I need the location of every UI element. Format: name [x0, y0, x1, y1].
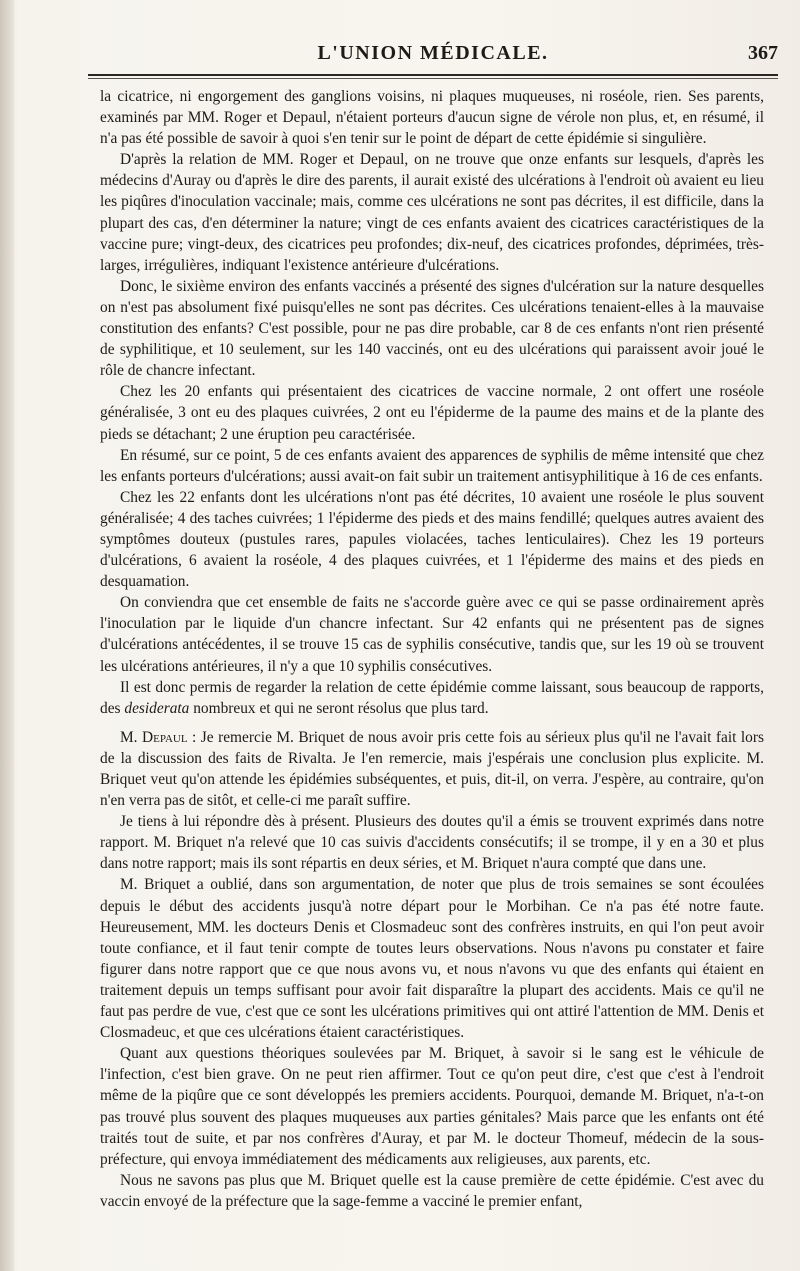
book-spine-shadow — [0, 0, 14, 1271]
speech-paragraph — [100, 727, 764, 811]
paragraph: Donc, le sixième environ des enfants vaccinés a présenté des signes d'ulcération sur la nature desquelles on n'est pas absolument fixé puisqu'elles ne sont pas décrites. Ces ulcérations tenaient-elles à la mauvaise constitution des enfants? C'est possible, pour ne pas dire probable, car 8 de ces enfants n'ont rien présenté de syphilitique, et 10 seulement, sur les 140 vaccinés, ont eu des ulcérations qui paraissent avoir joué le rôle de chancre infectant. — [100, 277, 764, 380]
page-number: 367 — [748, 42, 778, 64]
paragraph: M. Briquet a oublié, dans son argumentation, de noter que plus de trois semaines se sont écoulées depuis le début des accidents jusqu'à notre départ pour le Morbihan. Ce n'a pas été notre faute. Heureusement, MM. les docteurs Denis et Closmadeuc sont des confrères instruits, en qui l'on peut avoir toute confiance, et il faut tenir compte de toutes leurs observations. Nous n'avons pu constater et faire figurer dans notre rapport que ce que nous avons vu, et nous n'avons vu que des enfants qui étaient en traitement depuis un temps suffisant pour avoir fait disparaître la plupart des accidents. Mais ce qu'il ne faut pas perdre de vue, c'est que ce sont les ulcérations primitives qui ont attiré l'attention de MM. Denis et Closmadeuc, et que ces ulcérations étaient caractéristiques. — [100, 876, 764, 1042]
header-rule-thin — [88, 78, 778, 79]
speaker-name: M. Depaul — [120, 728, 188, 746]
paragraph: Chez les 22 enfants dont les ulcérations n'ont pas été décrites, 10 avaient une roséole le plus souvent généralisée; 4 des taches cuivrées; 1 l'épiderme des pieds et des mains fendillé; quelques autres avaient des symptômes douteux (pustules rares, papules violacées, taches lenticulaires). Chez les 19 porteurs d'ulcérations, 6 avaient la roséole, 4 des plaques cuivrées, et 1 l'épiderme des mains et des pieds en desquamation. — [100, 488, 764, 591]
speech-text: Je remercie M. Briquet de nous avoir pris cette fois au sérieux plus qu'il ne l'avait fait lors de la discussion des faits de Rivalta. Je l'en remercie, mais j'espérais une conclusion plus explicite. M. Briquet veut qu'on attende les épidémies subséquentes, et puis, dit-il, on verra. J'espère, au contraire, qu'on n'en verra pas de sitôt, et celle-ci me paraît suffire. — [100, 728, 764, 810]
body-text — [100, 86, 764, 1212]
running-title: L'UNION MÉDICALE. — [317, 42, 549, 64]
paragraph: la cicatrice, ni engorgement des ganglions voisins, ni plaques muqueuses, ni roséole, rien. Ses parents, examinés par MM. Roger et Depaul, n'étaient porteurs d'aucun signe de vérole non plus, et, en résumé, il n'a pas été possible de savoir à quoi s'en tenir sur le point de départ de cette épidémie si singulière. — [100, 88, 764, 148]
paragraph: Je tiens à lui répondre dès à présent. Plusieurs des doutes qu'il a émis se trouvent exprimés dans notre rapport. M. Briquet n'a relevé que 10 cas suivis d'accidents consécutifs; il se trompe, il y en a 30 et plus dans notre rapport; mais ils sont répartis en deux séries, et M. Briquet n'aura compté que dans une. — [100, 813, 764, 873]
header-rule — [88, 74, 778, 76]
paragraph-text: Il est donc permis de regarder la relation de cette épidémie comme laissant, sous beaucoup de rapports, des — [100, 678, 764, 717]
paragraph: Quant aux questions théoriques soulevées par M. Briquet, à savoir si le sang est le véhicule de l'infection, c'est bien grave. On ne peut rien affirmer. Tout ce qu'on peut dire, c'est que c'est à l'endroit même de la piqûre que ce sont développés les premiers accidents. Pourquoi, demande M. Briquet, n'a-t-on pas trouvé plus souvent des plaques muqueuses aux parties génitales? Mais parce que les enfants ont été traités tout de suite, et par nos confrères d'Auray, et par M. le docteur Thomeuf, médecin de la sous-préfecture, qui envoya immédiatement des médicaments aux religieuses, aux parents, etc. — [100, 1045, 764, 1168]
paragraph: D'après la relation de MM. Roger et Depaul, on ne trouve que onze enfants sur lesquels, d'après les médecins d'Auray ou d'après le dire des parents, il aurait existé des ulcérations à l'endroit où avaient eu lieu les piqûres d'inoculation vaccinale; mais, comme ces ulcérations ne sont pas décrites, il est difficile, dans la plupart des cas, d'en déterminer la nature; vingt de ces enfants avaient des cicatrices caractéristiques de la vaccine pure; vingt-deux, des cicatrices peu profondes; dix-neuf, des cicatrices profondes, déprimées, très-larges, irrégulières, indiquant l'existence antérieure d'ulcérations. — [100, 151, 764, 274]
paragraph: Nous ne savons pas plus que M. Briquet quelle est la cause première de cette épidémie. C'est avec du vaccin envoyé de la préfecture que la sage-femme a vacciné le premier enfant, — [100, 1171, 764, 1210]
paragraph: On conviendra que cet ensemble de faits ne s'accorde guère avec ce qui se passe ordinairement après l'inoculation par le liquide d'un chancre infectant. Sur 42 enfants qui ne présentent pas de signes d'ulcérations antécédentes, il se trouve 15 cas de syphilis consécutive, tandis que, sur les 19 où se trouvent les ulcérations antérieures, il n'y a que 10 syphilis consécutives. — [100, 594, 764, 675]
paragraph: En résumé, sur ce point, 5 de ces enfants avaient des apparences de syphilis de même intensité que chez les enfants porteurs d'ulcérations; aussi avait-on fait subir un traitement antisyphilitique à 16 de ces enfants. — [100, 446, 764, 485]
emphasis-desiderata: desiderata — [124, 699, 190, 717]
paragraph: Chez les 20 enfants qui présentaient des cicatrices de vaccine normale, 2 ont offert une roséole généralisée, 3 ont eu des plaques cuivrées, 2 ont eu l'épiderme de la paume des mains et de la plante des pieds se détachant; 2 une éruption peu caractérisée. — [100, 383, 764, 443]
speaker-separator: : — [187, 728, 201, 746]
page-header — [88, 42, 778, 72]
paragraph-desiderata — [100, 677, 764, 719]
paragraph-tail: nombreux et qui ne seront résolus que plus tard. — [189, 699, 489, 717]
